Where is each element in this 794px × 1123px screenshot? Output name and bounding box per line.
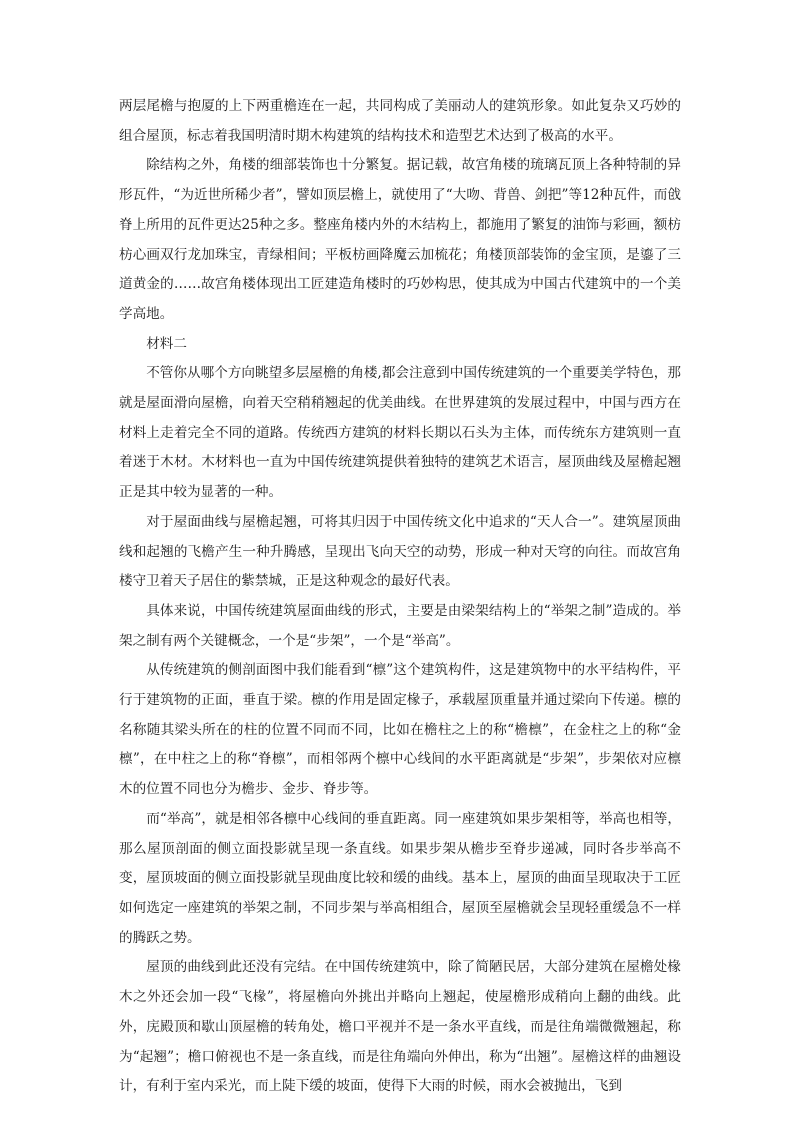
section-heading-material-2: 材料二 <box>146 335 187 352</box>
paragraph-1: 两层尾檐与抱厦的上下两重檐连在一起，共同构成了美丽动人的建筑形象。如此复杂又巧妙的组合屋顶，标志着我国明清时期木构建筑的结构技术和造型艺术达到了极高的水平。 <box>119 98 681 144</box>
paragraph-3: 不管你从哪个方向眺望多层屋檐的角楼,都会注意到中国传统建筑的一个重要美学特色，那就是屋面滑向屋檐，向着天空稍稍翘起的优美曲线。在世界建筑的发展过程中，中国与西方在材料上走着完全不同的道路。传统西方建筑的材料长期以石头为主体，而传统东方建筑则一直着迷于木材。木材料也一直为中国传统建筑提供着独特的建筑艺术语言，屋顶曲线及屋檐起翘正是其中较为显著的一种。 <box>119 365 681 501</box>
document-body <box>119 92 681 1102</box>
paragraph-5: 具体来说，中国传统建筑屋面曲线的形式，主要是由梁架结构上的“举架之制”造成的。举架之制有两个关键概念，一个是“步架”，一个是“举高”。 <box>119 602 681 649</box>
paragraph-6: 从传统建筑的侧剖面图中我们能看到“檩”这个建筑构件，这是建筑物中的水平结构件，平行于建筑物的正面，垂直于梁。檩的作用是固定椽子，承载屋顶重量并通过梁向下传递。檩的名称随其梁头所在的柱的位置不同而不同，比如在檐柱之上的称“檐檩”，在金柱之上的称“金檩”，在中柱之上的称“脊檩”，而相邻两个檩中心线间的水平距离就是“步架”，步架依对应檩木的位置不同也分为檐步、金步、脊步等。 <box>119 662 681 798</box>
paragraph-4: 对于屋面曲线与屋檐起翘，可将其归因于中国传统文化中追求的“天人合一”。建筑屋顶曲线和起翘的飞檐产生一种升腾感，呈现出飞向天空的动势，形成一种对天穹的向往。而故宫角楼守卫着天子居住的紫禁城，正是这种观念的最好代表。 <box>119 513 681 590</box>
paragraph-2: 除结构之外，角楼的细部装饰也十分繁复。据记载，故宫角楼的琉璃瓦顶上各种特制的异形瓦件，“为近世所稀少者”，譬如顶层檐上，就使用了“大吻、背兽、剑把”等12种瓦件，而戗脊上所用的瓦件更达25种之多。整座角楼内外的木结构上，都施用了繁复的油饰与彩画，额枋枋心画双行龙加珠宝，青绿相间；平板枋画降魔云加梳花；角楼顶部装饰的金宝顶，是鎏了三道黄金的……故宫角楼体现出工匠建造角楼时的巧妙构思，使其成为中国古代建筑中的一个美学高地。 <box>119 157 681 322</box>
paragraph-8: 屋顶的曲线到此还没有完结。在中国传统建筑中，除了简陋民居，大部分建筑在屋檐处椽木之外还会加一段“飞椽”，将屋檐向外挑出并略向上翘起，使屋檐形成稍向上翻的曲线。此外，庑殿顶和歇山顶屋檐的转角处，檐口平视并不是一条水平直线，而是往角端微微翘起，称为“起翘”；檐口俯视也不是一条直线，而是往角端向外伸出，称为“出翘”。屋檐这样的曲翘设计，有利于室内采光，而上陡下缓的坡面，使得下大雨的时候，雨水会被抛出，飞到 <box>119 959 681 1095</box>
paragraph-7: 而“举高”，就是相邻各檩中心线间的垂直距离。同一座建筑如果步架相等，举高也相等，那么屋顶剖面的侧立面投影就呈现一条直线。如果步架从檐步至脊步递减，同时各步举高不变，屋顶坡面的侧立面投影就呈现曲度比较和缓的曲线。基本上，屋顶的曲面呈现取决于工匠如何选定一座建筑的举架之制，不同步架与举高相组合，屋顶至屋檐就会呈现轻重缓急不一样的腾跃之势。 <box>119 810 681 946</box>
